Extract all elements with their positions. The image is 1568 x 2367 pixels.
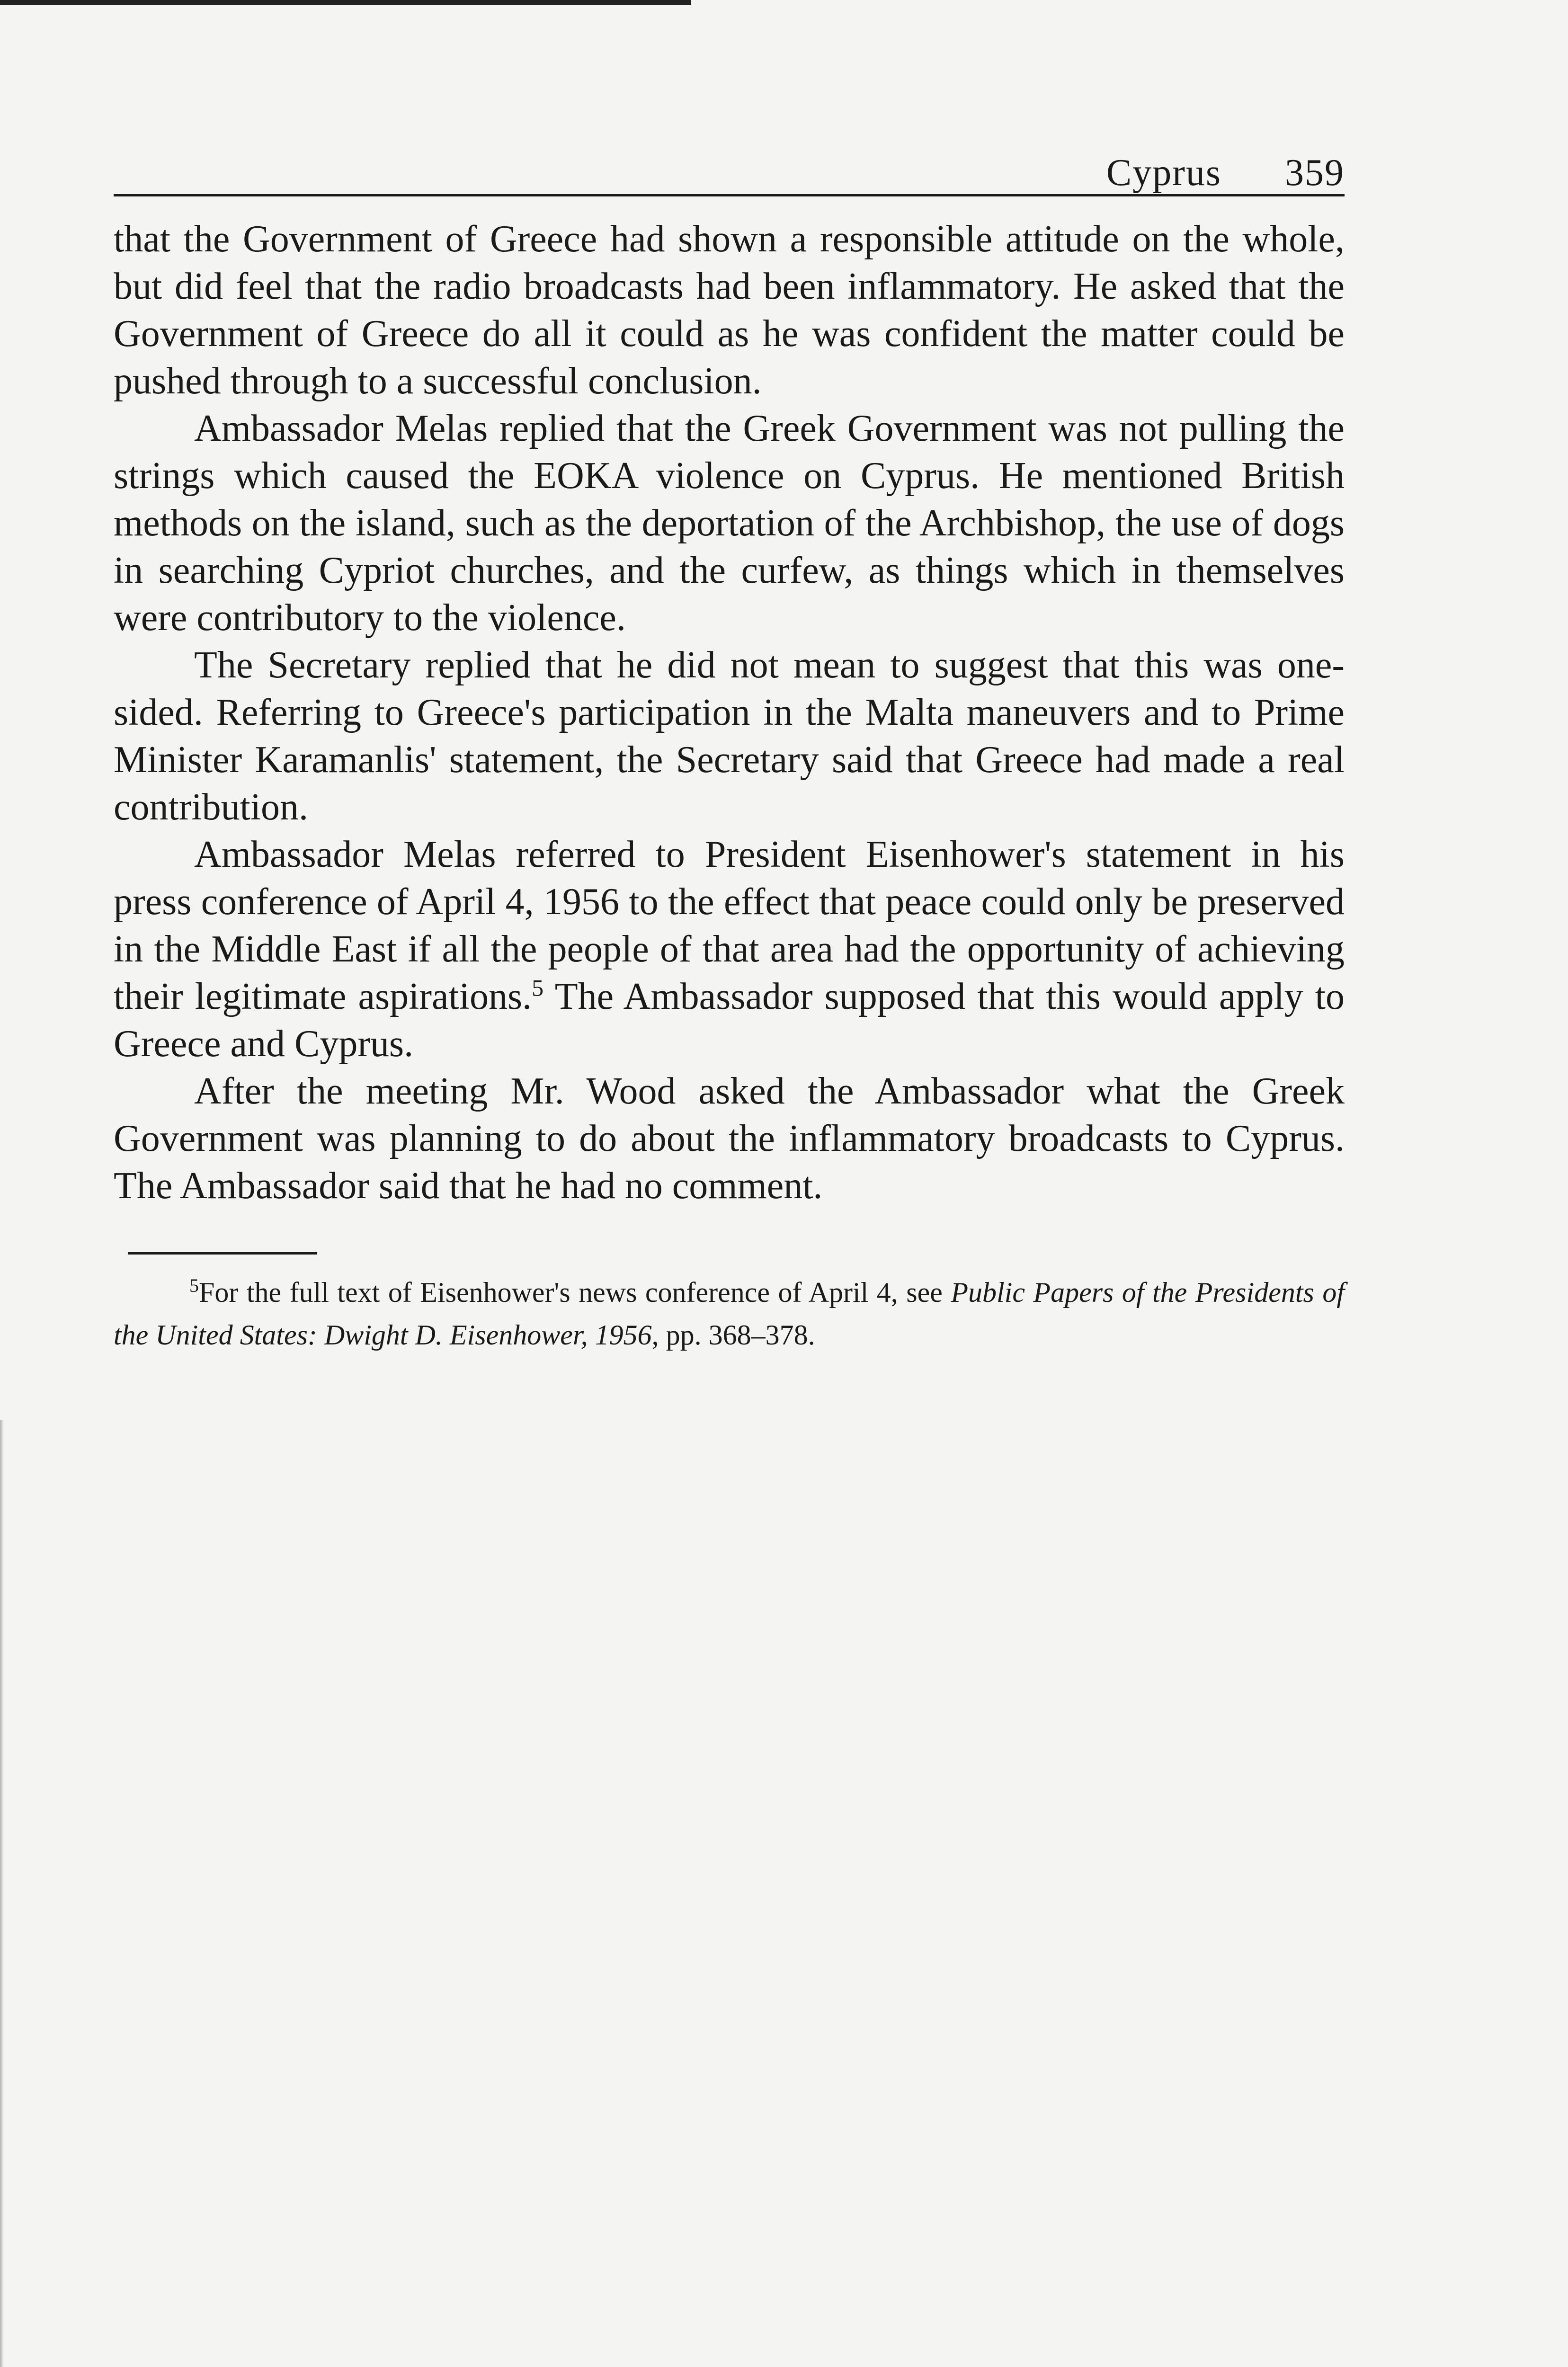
paragraph-continued: that the Government of Greece had shown a responsible attitude on the whole, but did feel that the radio broadcasts had been inflammatory. He asked that the Government of Greece do all it could as he was confident the matter could be pushed through to a successful conclusion. [114,218,1345,402]
page-number: 359 [1285,152,1345,194]
paragraph-text: Ambassador Melas referred to President Eisenhower's statement in his press conference of April 4, 1956 to the effect that peace could only be preserved in the Middle East if all the people of that area had the opportunity of achieving their legitimate aspirations. [114,834,1345,1017]
document-page [114,142,1345,1356]
running-head-title: Cyprus [1106,152,1221,194]
footnote-divider [128,1252,317,1255]
scan-edge-line [0,0,691,5]
paragraph: After the meeting Mr. Wood asked the Ambassador what the Greek Government was planning to do about the inflammatory broadcasts to Cyprus. The Ambassador said that he had no comment. [114,1070,1345,1207]
scan-binding-shadow [0,1420,4,2367]
footnote-reference: 5 [532,974,544,1001]
paragraph-text: The Ambassador supposed that this would apply to Greece and Cyprus. [114,976,1345,1065]
footnote-citation: Public Papers of the Presidents of the United States: Dwight D. Eisenhower, 1956 [114,1277,1345,1351]
body-text [114,215,1345,1210]
paragraph [114,831,1345,1068]
paragraph: Ambassador Melas replied that the Greek Government was not pulling the strings which caused the EOKA violence on Cyprus. He mentioned British methods on the island, such as the deportation of the Archbishop, the use of dogs in searching Cypriot churches, and the curfew, as things which in themselves were contributory to the violence. [114,408,1345,639]
footnote-marker: 5 [189,1275,199,1296]
footnote-text: For the full text of Eisenhower's news conference of April 4, see [199,1277,951,1308]
running-head [114,142,1345,196]
paragraph: The Secretary replied that he did not mean to suggest that this was one-sided. Referring to Greece's participation in the Malta maneuvers and to Prime Minister Karamanlis' statement, the Secretary said that Greece had made a real contribution. [114,644,1345,828]
footnote [114,1271,1345,1356]
footnote-pages: , pp. 368–378. [651,1319,815,1351]
